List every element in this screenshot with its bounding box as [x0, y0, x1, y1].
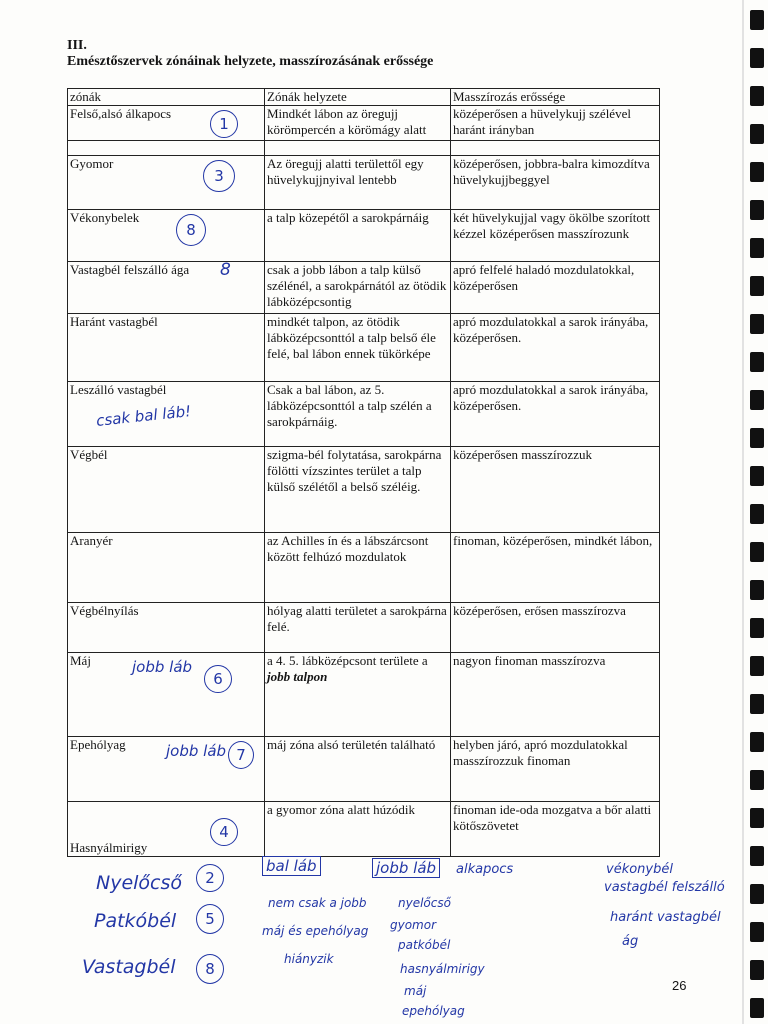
binding-hole [750, 922, 764, 942]
binding-hole [750, 618, 764, 638]
strength-cell: finoman, középerősen, mindkét lábon, [451, 533, 660, 603]
position-cell: szigma-bél folytatása, sarokpárna fölötti vízszintes terület a talp külső szélétől a belső széléig. [265, 447, 451, 533]
page-heading [67, 38, 433, 70]
binding-hole [750, 314, 764, 334]
handwritten-line: haránt vastagbél [610, 910, 721, 925]
handwritten-note: csak bal láb! [95, 402, 192, 430]
handwritten-line: epehólyag [402, 1004, 465, 1018]
binding-hole [750, 238, 764, 258]
strength-cell: középerősen, erősen masszírozva [451, 603, 660, 653]
table-row [68, 653, 660, 737]
zone-name: Gyomor [70, 156, 114, 171]
handwritten-line: máj és epehólyag [262, 924, 369, 938]
page-number: 26 [672, 978, 687, 993]
strength-cell: apró felfelé haladó mozdulatokkal, középerősen [451, 262, 660, 314]
section-title: Emésztőszervek zónáinak helyzete, masszírozásának erőssége [67, 54, 434, 69]
table-row [68, 533, 660, 603]
strength-cell: középerősen masszírozzuk [451, 447, 660, 533]
table-row [68, 603, 660, 653]
zones-table [67, 88, 660, 857]
binding-hole [750, 162, 764, 182]
handwritten-note: jobb láb [166, 742, 227, 760]
zone-cell: Aranyér [68, 533, 265, 603]
position-cell [265, 653, 451, 737]
strength-cell: helyben járó, apró mozdulatokkal masszírozzuk finoman [451, 737, 660, 802]
handwritten-circled-number: 4 [210, 818, 238, 846]
position-cell: hólyag alatti területet a sarokpárna felé. [265, 603, 451, 653]
binding-hole [750, 200, 764, 220]
header-zones: zónák [68, 89, 265, 106]
position-cell: csak a jobb lábon a talp külső szélénél, a sarokpárnától az ötödik lábközépcsontig [265, 262, 451, 314]
position-cell: a gyomor zóna alatt húzódik [265, 802, 451, 857]
binding-hole [750, 580, 764, 600]
section-number: III. [67, 38, 87, 53]
zone-name: Leszálló vastagbél [70, 382, 167, 397]
handwritten-circled-number: 3 [203, 160, 235, 192]
position-cell [265, 141, 451, 156]
binding-hole [750, 276, 764, 296]
binding-hole [750, 428, 764, 448]
handwritten-line: vastagbél felszálló [604, 880, 725, 895]
table-row [68, 210, 660, 262]
binding-hole [750, 48, 764, 68]
zone-cell [68, 141, 265, 156]
position-cell: Csak a bal lábon, az 5. lábközépcsonttól a talp szélén a sarokpárnáig. [265, 382, 451, 447]
spiral-binding [744, 0, 768, 1024]
strength-cell: apró mozdulatokkal a sarok irányába, középerősen. [451, 314, 660, 382]
table-row [68, 314, 660, 382]
binding-hole [750, 124, 764, 144]
position-cell: az Achilles ín és a lábszárcsont között felhúzó mozdulatok [265, 533, 451, 603]
handwritten-line: alkapocs [456, 862, 514, 877]
table-row [68, 156, 660, 210]
zone-cell: Végbél [68, 447, 265, 533]
binding-hole [750, 846, 764, 866]
handwritten-circled-number: 2 [196, 864, 224, 892]
position-emphasis: jobb talpon [267, 669, 328, 684]
position-cell: máj zóna alsó területén található [265, 737, 451, 802]
header-strength: Masszírozás erőssége [451, 89, 660, 106]
strength-cell: középerősen, jobbra-balra kimozdítva hüvelykujjbeggyel [451, 156, 660, 210]
strength-cell: apró mozdulatokkal a sarok irányába, középerősen. [451, 382, 660, 447]
zone-name: Felső,alsó álkapocs [70, 106, 172, 121]
handwritten-line: hasnyálmirigy [400, 962, 485, 976]
handwritten-circled-number: 8 [196, 954, 224, 984]
binding-hole [750, 694, 764, 714]
binding-hole [750, 770, 764, 790]
handwritten-circled-number: 1 [210, 110, 238, 138]
table-row [68, 802, 660, 857]
table-row [68, 106, 660, 141]
strength-cell: nagyon finoman masszírozva [451, 653, 660, 737]
zone-cell [68, 802, 265, 857]
strength-cell: két hüvelykujjal vagy ökölbe szorított kézzel középerősen masszírozunk [451, 210, 660, 262]
handwritten-line: vékonybél [606, 862, 673, 877]
position-cell: a talp közepétől a sarokpárnáig [265, 210, 451, 262]
binding-hole [750, 390, 764, 410]
binding-hole [750, 884, 764, 904]
handwritten-circled-number: 7 [228, 741, 254, 769]
table-row [68, 262, 660, 314]
zone-cell [68, 653, 265, 737]
binding-hole [750, 542, 764, 562]
binding-hole [750, 808, 764, 828]
handwritten-number: 8 [220, 260, 231, 280]
handwritten-line: nyelőcső [398, 896, 451, 910]
table-row [68, 382, 660, 447]
zone-cell [68, 210, 265, 262]
binding-hole [750, 86, 764, 106]
handwritten-line: ág [622, 934, 639, 949]
handwritten-note: jobb láb [132, 658, 193, 676]
position-cell: mindkét talpon, az ötödik lábközépcsonttól a talp belső éle felé, bal lábon ennek tükörképe [265, 314, 451, 382]
handwritten-line: máj [404, 984, 427, 998]
zone-cell: Végbélnyílás [68, 603, 265, 653]
zone-name: Vékonybelek [70, 210, 140, 225]
handwritten-boxed-note: bal láb [262, 856, 321, 876]
zone-cell [68, 106, 265, 141]
binding-hole [750, 466, 764, 486]
zone-name: Vastagbél felszálló ága [70, 262, 190, 277]
strength-cell: középerősen a hüvelykujj szélével haránt irányban [451, 106, 660, 141]
handwritten-boxed-note: jobb láb [372, 858, 440, 878]
zone-cell [68, 156, 265, 210]
header-position: Zónák helyzete [265, 89, 451, 106]
handwritten-word: Patkóbél [94, 910, 177, 932]
binding-hole [750, 504, 764, 524]
handwritten-circled-number: 5 [196, 904, 224, 934]
table-header-row [68, 89, 660, 106]
zone-cell [68, 382, 265, 447]
table-row-empty [68, 141, 660, 156]
handwritten-line: patkóbél [398, 938, 451, 952]
table-row [68, 737, 660, 802]
binding-hole [750, 10, 764, 30]
zone-cell [68, 262, 265, 314]
handwritten-word: Vastagbél [82, 956, 176, 978]
binding-hole [750, 656, 764, 676]
binding-hole [750, 352, 764, 372]
binding-hole [750, 998, 764, 1018]
strength-cell [451, 141, 660, 156]
zone-name: Hasnyálmirigy [70, 840, 148, 855]
position-text: a 4. 5. lábközépcsont területe a [267, 653, 428, 668]
position-cell: Az öregujj alatti területtől egy hüvelykujjnyival lentebb [265, 156, 451, 210]
strength-cell: finoman ide-oda mozgatva a bőr alatti kötőszövetet [451, 802, 660, 857]
handwritten-circled-number: 6 [204, 665, 232, 693]
handwritten-line: nem csak a jobb [268, 896, 367, 910]
zone-name: Epehólyag [70, 737, 126, 752]
binding-hole [750, 960, 764, 980]
handwritten-line: hiányzik [284, 952, 334, 966]
zone-cell [68, 737, 265, 802]
handwritten-circled-number: 8 [176, 214, 206, 246]
zone-cell: Haránt vastagbél [68, 314, 265, 382]
position-cell: Mindkét lábon az öregujj körömpercén a körömágy alatt [265, 106, 451, 141]
binding-hole [750, 732, 764, 752]
handwritten-word: Nyelőcső [96, 872, 183, 894]
handwritten-line: gyomor [390, 918, 437, 932]
table-row [68, 447, 660, 533]
zone-name: Máj [70, 653, 91, 668]
